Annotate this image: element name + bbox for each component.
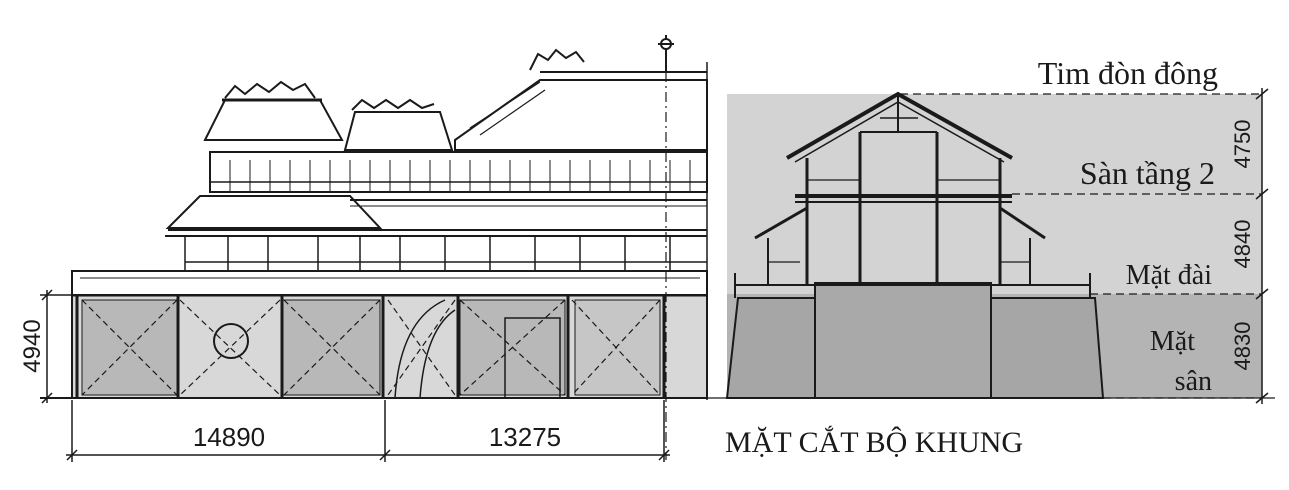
dimension-left-height: 4940 [19, 319, 46, 373]
height-lower: 4830 [1230, 321, 1255, 371]
roof-ornament [352, 100, 434, 110]
dimension-bottom-1: 14890 [192, 422, 266, 452]
level-label-courtyard: Mặt sân [1149, 326, 1212, 397]
height-middle: 4840 [1230, 219, 1255, 269]
base-core [815, 283, 991, 398]
parapet [72, 271, 707, 295]
dimension-bottom-2: 13275 [488, 422, 562, 452]
upper-roof-middle [345, 112, 452, 150]
colonnade [185, 236, 707, 271]
height-upper: 4750 [1230, 119, 1255, 169]
lower-roof [168, 196, 380, 228]
elevation-view [40, 35, 707, 460]
upper-roof-right [455, 80, 707, 150]
roof-ornament [530, 50, 584, 70]
upper-roof-left [205, 100, 342, 140]
section-title: MẶT CẮT BỘ KHUNG [725, 426, 1024, 459]
roof-ornament [225, 82, 315, 98]
finial [658, 35, 674, 72]
level-label-ridge: Tim đòn đông [1037, 55, 1218, 91]
level-label-platform-top: Mặt đài [1125, 260, 1212, 291]
upper-floor-band [210, 152, 707, 192]
level-label-second-floor: Sàn tầng 2 [1079, 155, 1215, 191]
